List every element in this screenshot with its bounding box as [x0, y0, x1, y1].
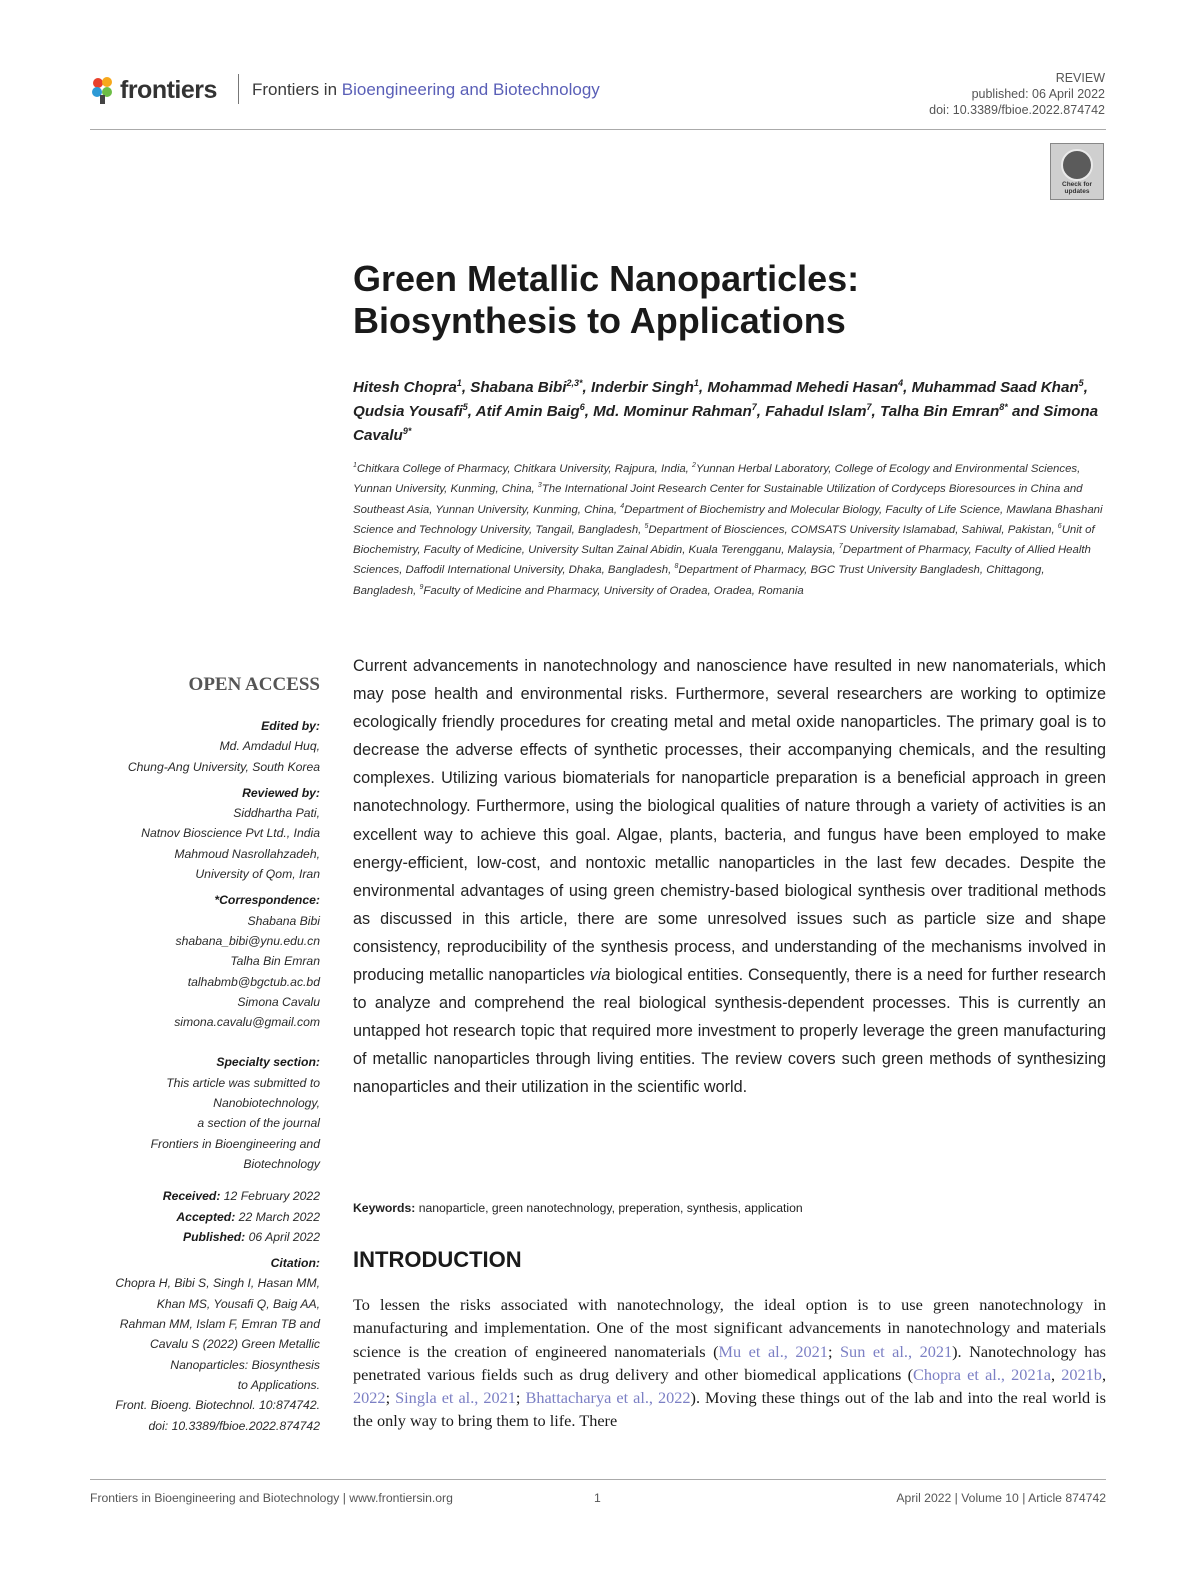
logo-wordmark: frontiers: [120, 75, 217, 104]
author-separator: ,: [467, 403, 476, 420]
affiliation-number: 3: [537, 482, 542, 490]
intro-text: ,: [1101, 1364, 1107, 1384]
affiliation-text: Department of Biosciences, COMSATS University Islamabad, Sahiwal, Pakistan,: [648, 523, 1058, 536]
author-separator: ,: [903, 379, 912, 396]
open-access-label: OPEN ACCESS: [188, 674, 320, 695]
author-name[interactable]: Hitesh Chopra: [353, 379, 457, 396]
journal-name-accent: Bioengineering and Biotechnology: [341, 80, 600, 99]
affiliation-number: 7: [838, 543, 843, 551]
citation-line: Rahman MM, Islam F, Emran TB and: [119, 1317, 320, 1332]
author-affiliation-number: 5: [1078, 377, 1084, 388]
article-type: REVIEW: [1055, 71, 1105, 85]
citation-link[interactable]: Bhattacharya et al., 2022: [525, 1388, 691, 1408]
author-affiliation-number: 7: [866, 401, 872, 412]
doi-link[interactable]: doi: 10.3389/fbioe.2022.874742: [929, 103, 1105, 117]
citation-link[interactable]: 2022: [353, 1388, 386, 1408]
title-line-1: Green Metallic Nanoparticles:: [353, 258, 860, 299]
accepted-value: 22 March 2022: [235, 1209, 320, 1224]
affiliation-number: 5: [644, 523, 649, 531]
received-label: Received:: [162, 1189, 221, 1204]
article-info-sidebar: [80, 672, 320, 1442]
affiliation-text: Unit of Biochemistry, Faculty of Medicine, University Sultan Zainal Abidin, Kuala Terengganu, Malaysia,: [353, 523, 1095, 557]
received-value: 12 February 2022: [220, 1189, 320, 1204]
correspondence-line: Shabana Bibi: [247, 913, 320, 928]
citation-line: Chopra H, Bibi S, Singh I, Hasan MM,: [115, 1276, 320, 1291]
intro-text: ,: [1050, 1364, 1062, 1384]
citation-line: Khan MS, Yousafi Q, Baig AA,: [156, 1296, 320, 1311]
received-date: [80, 1186, 320, 1206]
citation-link[interactable]: Mu et al., 2021: [718, 1341, 828, 1361]
abstract-via: via: [589, 966, 611, 985]
author-name[interactable]: Atif Amin Baig: [475, 403, 580, 420]
author-name[interactable]: Qudsia Yousafi: [353, 403, 463, 420]
author-separator: ,: [582, 379, 591, 396]
reviewer-line: Mahmoud Nasrollahzadeh,: [174, 846, 320, 861]
citation-link[interactable]: 2021b: [1061, 1364, 1102, 1384]
frontiers-logo-icon: [90, 75, 116, 105]
citation-line: Front. Bioeng. Biotechnol. 10:874742.: [115, 1398, 320, 1413]
accepted-label: Accepted:: [176, 1209, 236, 1224]
intro-text: ). Nanotechnology has penetrated various fields such as drug delivery and other biomedical applications (: [353, 1341, 1107, 1384]
specialty-line: Frontiers in Bioengineering and: [150, 1136, 320, 1151]
affiliation-text: Faculty of Medicine and Pharmacy, University of Oradea, Oradea, Romania: [423, 584, 804, 597]
author-name[interactable]: Inderbir Singh: [590, 379, 694, 396]
keywords-text: nanoparticle, green nanotechnology, preperation, synthesis, application: [415, 1201, 803, 1215]
author-separator: ,: [756, 403, 766, 420]
author-affiliation-number: 1: [693, 377, 699, 388]
author-separator: ,: [584, 403, 594, 420]
intro-text: ;: [515, 1388, 526, 1408]
citation-link[interactable]: Singla et al., 2021: [395, 1388, 516, 1408]
footer-volume-info: April 2022 | Volume 10 | Article 874742: [896, 1491, 1106, 1505]
correspondence-label: *Correspondence:: [214, 893, 320, 908]
dates-section: [80, 1186, 320, 1247]
author-affiliation-number: 2,3*: [566, 377, 583, 388]
affiliation-number: 4: [620, 502, 625, 510]
email-link[interactable]: talhabmb@bgctub.ac.bd: [187, 974, 320, 989]
reviewed-by-label: Reviewed by:: [242, 785, 320, 800]
published-date: published: 06 April 2022: [971, 87, 1105, 101]
author-separator: ,: [461, 379, 471, 396]
author-name[interactable]: Muhammad Saad Khan: [911, 379, 1079, 396]
correspondence-section: [80, 890, 320, 1032]
intro-text: ). Moving these things out of the lab and into the real world is the only way to bring them to life. There: [353, 1388, 1106, 1431]
specialty-line: Biotechnology: [243, 1156, 320, 1171]
frontiers-logo[interactable]: [90, 72, 230, 108]
published-date-side: [80, 1227, 320, 1247]
affiliation-number: 2: [692, 462, 696, 470]
reviewed-by-section: [80, 783, 320, 884]
abstract-part-1: Current advancements in nanotechnology and nanoscience have resulted in new nanomaterials, which may pose health and environmental risks. Furthermore, several researchers are working to optimize ecologically friendly procedures for creating metal and metal oxide nanoparticles. The primary goal is to decrease the adverse effects of synthetic processes, their accompanying chemicals, and the resulting complexes. Utilizing various biomaterials for nanoparticle preparation is a beneficial approach in green nanotechnology. Furthermore, using the biological qualities of nature through a variety of activities is an excellent way to achieve this goal. Algae, plants, bacteria, and fungus have been employed to make energy-efficient, low-cost, and nontoxic metallic nanoparticles in the last few decades. Despite the environmental advantages of using green chemistry-based biological synthesis over traditional methods as discussed in this article, there are some unresolved issues such as particle size and shape consistency, reproducibility of the synthesis process, and understanding of the mechanisms involved in producing metallic nanoparticles: [353, 657, 1106, 985]
email-link[interactable]: shabana_bibi@ynu.edu.cn: [175, 933, 320, 948]
introduction-heading: INTRODUCTION: [353, 1247, 522, 1272]
edited-by-label: Edited by:: [261, 719, 320, 733]
reviewer-line: University of Qom, Iran: [195, 867, 320, 882]
check-updates-icon: [1061, 149, 1093, 181]
intro-text: ;: [385, 1388, 396, 1408]
author-list: [353, 376, 1113, 448]
reviewer-line: Natnov Bioscience Pvt Ltd., India: [141, 826, 320, 841]
abstract: [353, 652, 1106, 1102]
accepted-date: [80, 1207, 320, 1227]
affiliation-text: Chitkara College of Pharmacy, Chitkara University, Rajpura, India,: [356, 463, 693, 475]
affiliation-number: 6: [1057, 523, 1062, 531]
citation-label: Citation:: [270, 1256, 320, 1271]
page-number: 1: [594, 1491, 601, 1505]
editor-line: Chung-Ang University, South Korea: [127, 759, 320, 774]
check-for-updates-button[interactable]: [1050, 143, 1104, 200]
author-separator: ,: [1083, 379, 1088, 396]
footer-rule: [90, 1479, 1106, 1480]
author-name[interactable]: Talha Bin Emran: [880, 403, 1000, 420]
citation-line: Cavalu S (2022) Green Metallic: [149, 1337, 320, 1352]
author-affiliation-number: 7: [751, 401, 757, 412]
affiliation-text: Department of Pharmacy, Faculty of Allied Health Sciences, Daffodil International University, Dhaka, Bangladesh,: [353, 544, 1091, 577]
editor-line: Md. Amdadul Huq,: [219, 739, 320, 754]
footer-journal-link[interactable]: Frontiers in Bioengineering and Biotechnology | www.frontiersin.org: [90, 1491, 453, 1505]
author-name[interactable]: Fahadul Islam: [765, 403, 867, 420]
affiliations: [353, 459, 1108, 601]
journal-name-prefix: Frontiers in: [252, 80, 342, 99]
header-rule: [90, 129, 1106, 130]
correspondence-line: Simona Cavalu: [237, 994, 320, 1009]
affiliation-text: Department of Pharmacy, BGC Trust University Bangladesh, Chittagong, Bangladesh,: [353, 564, 1045, 597]
keywords-label: Keywords:: [353, 1201, 416, 1215]
author-separator: ,: [871, 403, 880, 420]
journal-name-link[interactable]: [252, 80, 600, 100]
specialty-line: Nanobiotechnology,: [213, 1096, 320, 1111]
header-divider: [238, 74, 239, 104]
affiliation-number: 9: [419, 583, 424, 591]
citation-link[interactable]: Sun et al., 2021: [840, 1341, 953, 1361]
check-updates-label: Check for updates: [1062, 181, 1092, 195]
specialty-line: This article was submitted to: [166, 1075, 320, 1090]
author-name[interactable]: Simona Cavalu: [353, 403, 1099, 444]
citation-line: doi: 10.3389/fbioe.2022.874742: [148, 1418, 320, 1433]
email-link[interactable]: simona.cavalu@gmail.com: [174, 1015, 320, 1030]
author-affiliation-number: 9*: [402, 425, 412, 436]
author-name[interactable]: Shabana Bibi: [470, 379, 567, 396]
intro-text: To lessen the risks associated with nanotechnology, the ideal option is to use green nanotechnology in manufacturing and implementation. One of the most significant advancements in nanotechnology and materials science is the creation of engineered nanomaterials (: [353, 1295, 1106, 1361]
citation-link[interactable]: Chopra et al., 2021a: [913, 1364, 1051, 1384]
author-affiliation-number: 6: [579, 401, 585, 412]
keywords: [353, 1199, 1106, 1217]
specialty-line: a section of the journal: [197, 1116, 320, 1131]
citation-line: to Applications.: [237, 1377, 320, 1392]
article-meta: [929, 70, 1105, 118]
author-separator: and: [1007, 403, 1044, 420]
author-name[interactable]: Mohammad Mehedi Hasan: [707, 379, 899, 396]
author-affiliation-number: 8*: [999, 401, 1008, 412]
affiliation-text: Department of Biochemistry and Molecular Biology, Faculty of Life Science, Mawlana Bhashani Science and Technology University, Tangail, Bangladesh,: [353, 503, 1103, 536]
affiliation-text: Yunnan Herbal Laboratory, College of Ecology and Environmental Sciences, Yunnan University, Kunming, China,: [353, 463, 1081, 496]
citation-line: Nanoparticles: Biosynthesis: [170, 1357, 320, 1372]
correspondence-line: Talha Bin Emran: [230, 954, 320, 969]
affiliation-number: 8: [674, 563, 679, 571]
published-label: Published:: [182, 1229, 246, 1244]
specialty-label: Specialty section:: [216, 1055, 320, 1070]
edited-by-section: [80, 716, 320, 777]
affiliation-number: 1: [353, 462, 357, 470]
title-line-2: Biosynthesis to Applications: [353, 300, 846, 341]
reviewer-line: Siddhartha Pati,: [233, 806, 320, 821]
author-separator: ,: [698, 379, 708, 396]
citation-section: [80, 1253, 320, 1436]
author-affiliation-number: 4: [898, 377, 904, 388]
author-affiliation-number: 5: [462, 401, 468, 412]
abstract-part-2: biological entities. Consequently, there is a need for further research to analyze and comprehend the real biological synthesis-dependent processes. This is currently an untapped hot research topic that required more investment to properly leverage the green manufacturing of metallic nanoparticles through living entities. The review covers such green methods of synthesizing nanoparticles and their utilization in the scientific world.: [353, 966, 1107, 1097]
author-name[interactable]: Md. Mominur Rahman: [593, 403, 752, 420]
introduction-body: [353, 1293, 1106, 1433]
article-title: [353, 258, 1073, 342]
published-value: 06 April 2022: [245, 1229, 320, 1244]
author-affiliation-number: 1: [456, 377, 462, 388]
specialty-section: [80, 1052, 320, 1174]
intro-text: ;: [827, 1341, 840, 1361]
affiliation-text: The International Joint Research Center for Sustainable Utilization of Cordyceps Bioresources in China and Southeast Asia, Yunnan University, Kunming, China,: [353, 483, 1083, 516]
